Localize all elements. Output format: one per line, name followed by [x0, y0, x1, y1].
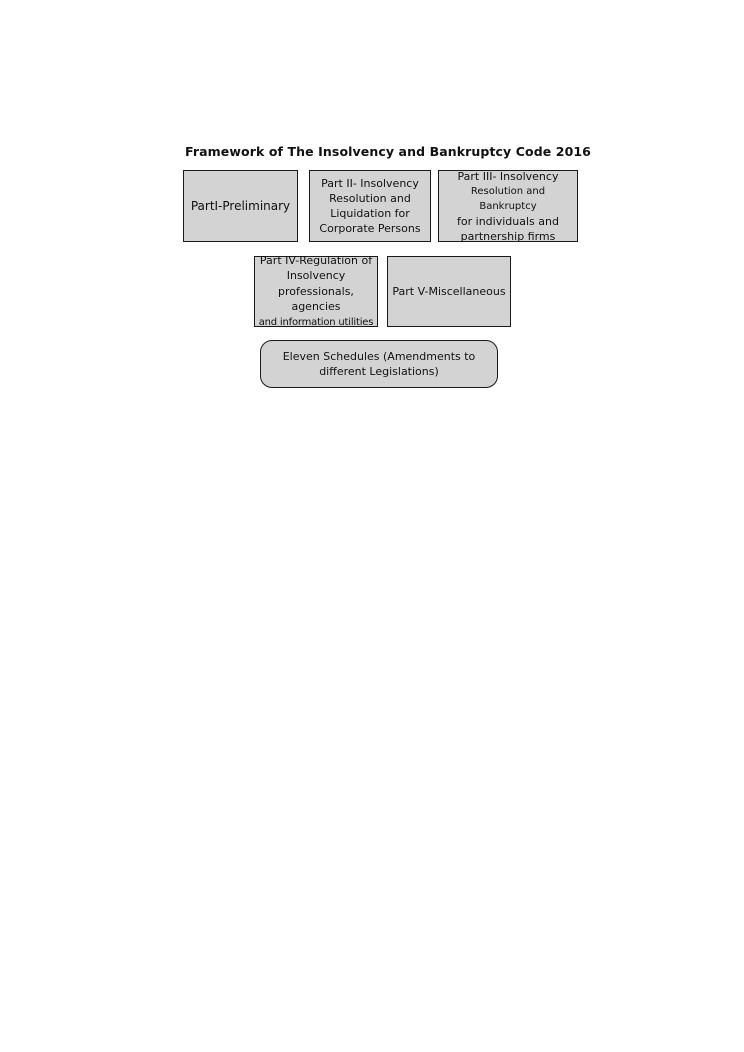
- part-4-line: professionals, agencies: [278, 284, 354, 314]
- part-2-corporate-insolvency-box: [309, 170, 431, 242]
- part-2-line: Part II- Insolvency: [321, 177, 419, 190]
- part-2-line: Liquidation for: [330, 207, 410, 220]
- schedules-line: different Legislations): [319, 365, 439, 378]
- part-5-miscellaneous-box: [387, 256, 511, 327]
- part-4-line: Insolvency: [286, 269, 346, 283]
- diagram-title: Framework of The Insolvency and Bankruptcy Code 2016: [185, 144, 591, 159]
- part-2-line: Corporate Persons: [319, 222, 421, 235]
- part-4-line: Part IV-Regulation of: [259, 253, 373, 267]
- part-2-line: Resolution and: [329, 192, 411, 205]
- part-1-line: PartI-Preliminary: [190, 198, 291, 213]
- part-3-line: Resolution and Bankruptcy: [470, 185, 546, 212]
- part-3-line: Part III- Insolvency: [457, 169, 559, 183]
- eleven-schedules-box: [260, 340, 498, 388]
- part-3-individual-insolvency-box: [438, 170, 578, 242]
- part-4-line: and information utilities: [258, 316, 374, 328]
- part-1-preliminary-box: [183, 170, 298, 242]
- part-4-regulation-box: [254, 253, 378, 328]
- part-3-line: for individuals and: [457, 214, 559, 228]
- part-5-line: Part V-Miscellaneous: [392, 285, 506, 298]
- part-3-line: partnership firms: [460, 229, 556, 243]
- schedules-line: Eleven Schedules (Amendments to: [282, 350, 476, 363]
